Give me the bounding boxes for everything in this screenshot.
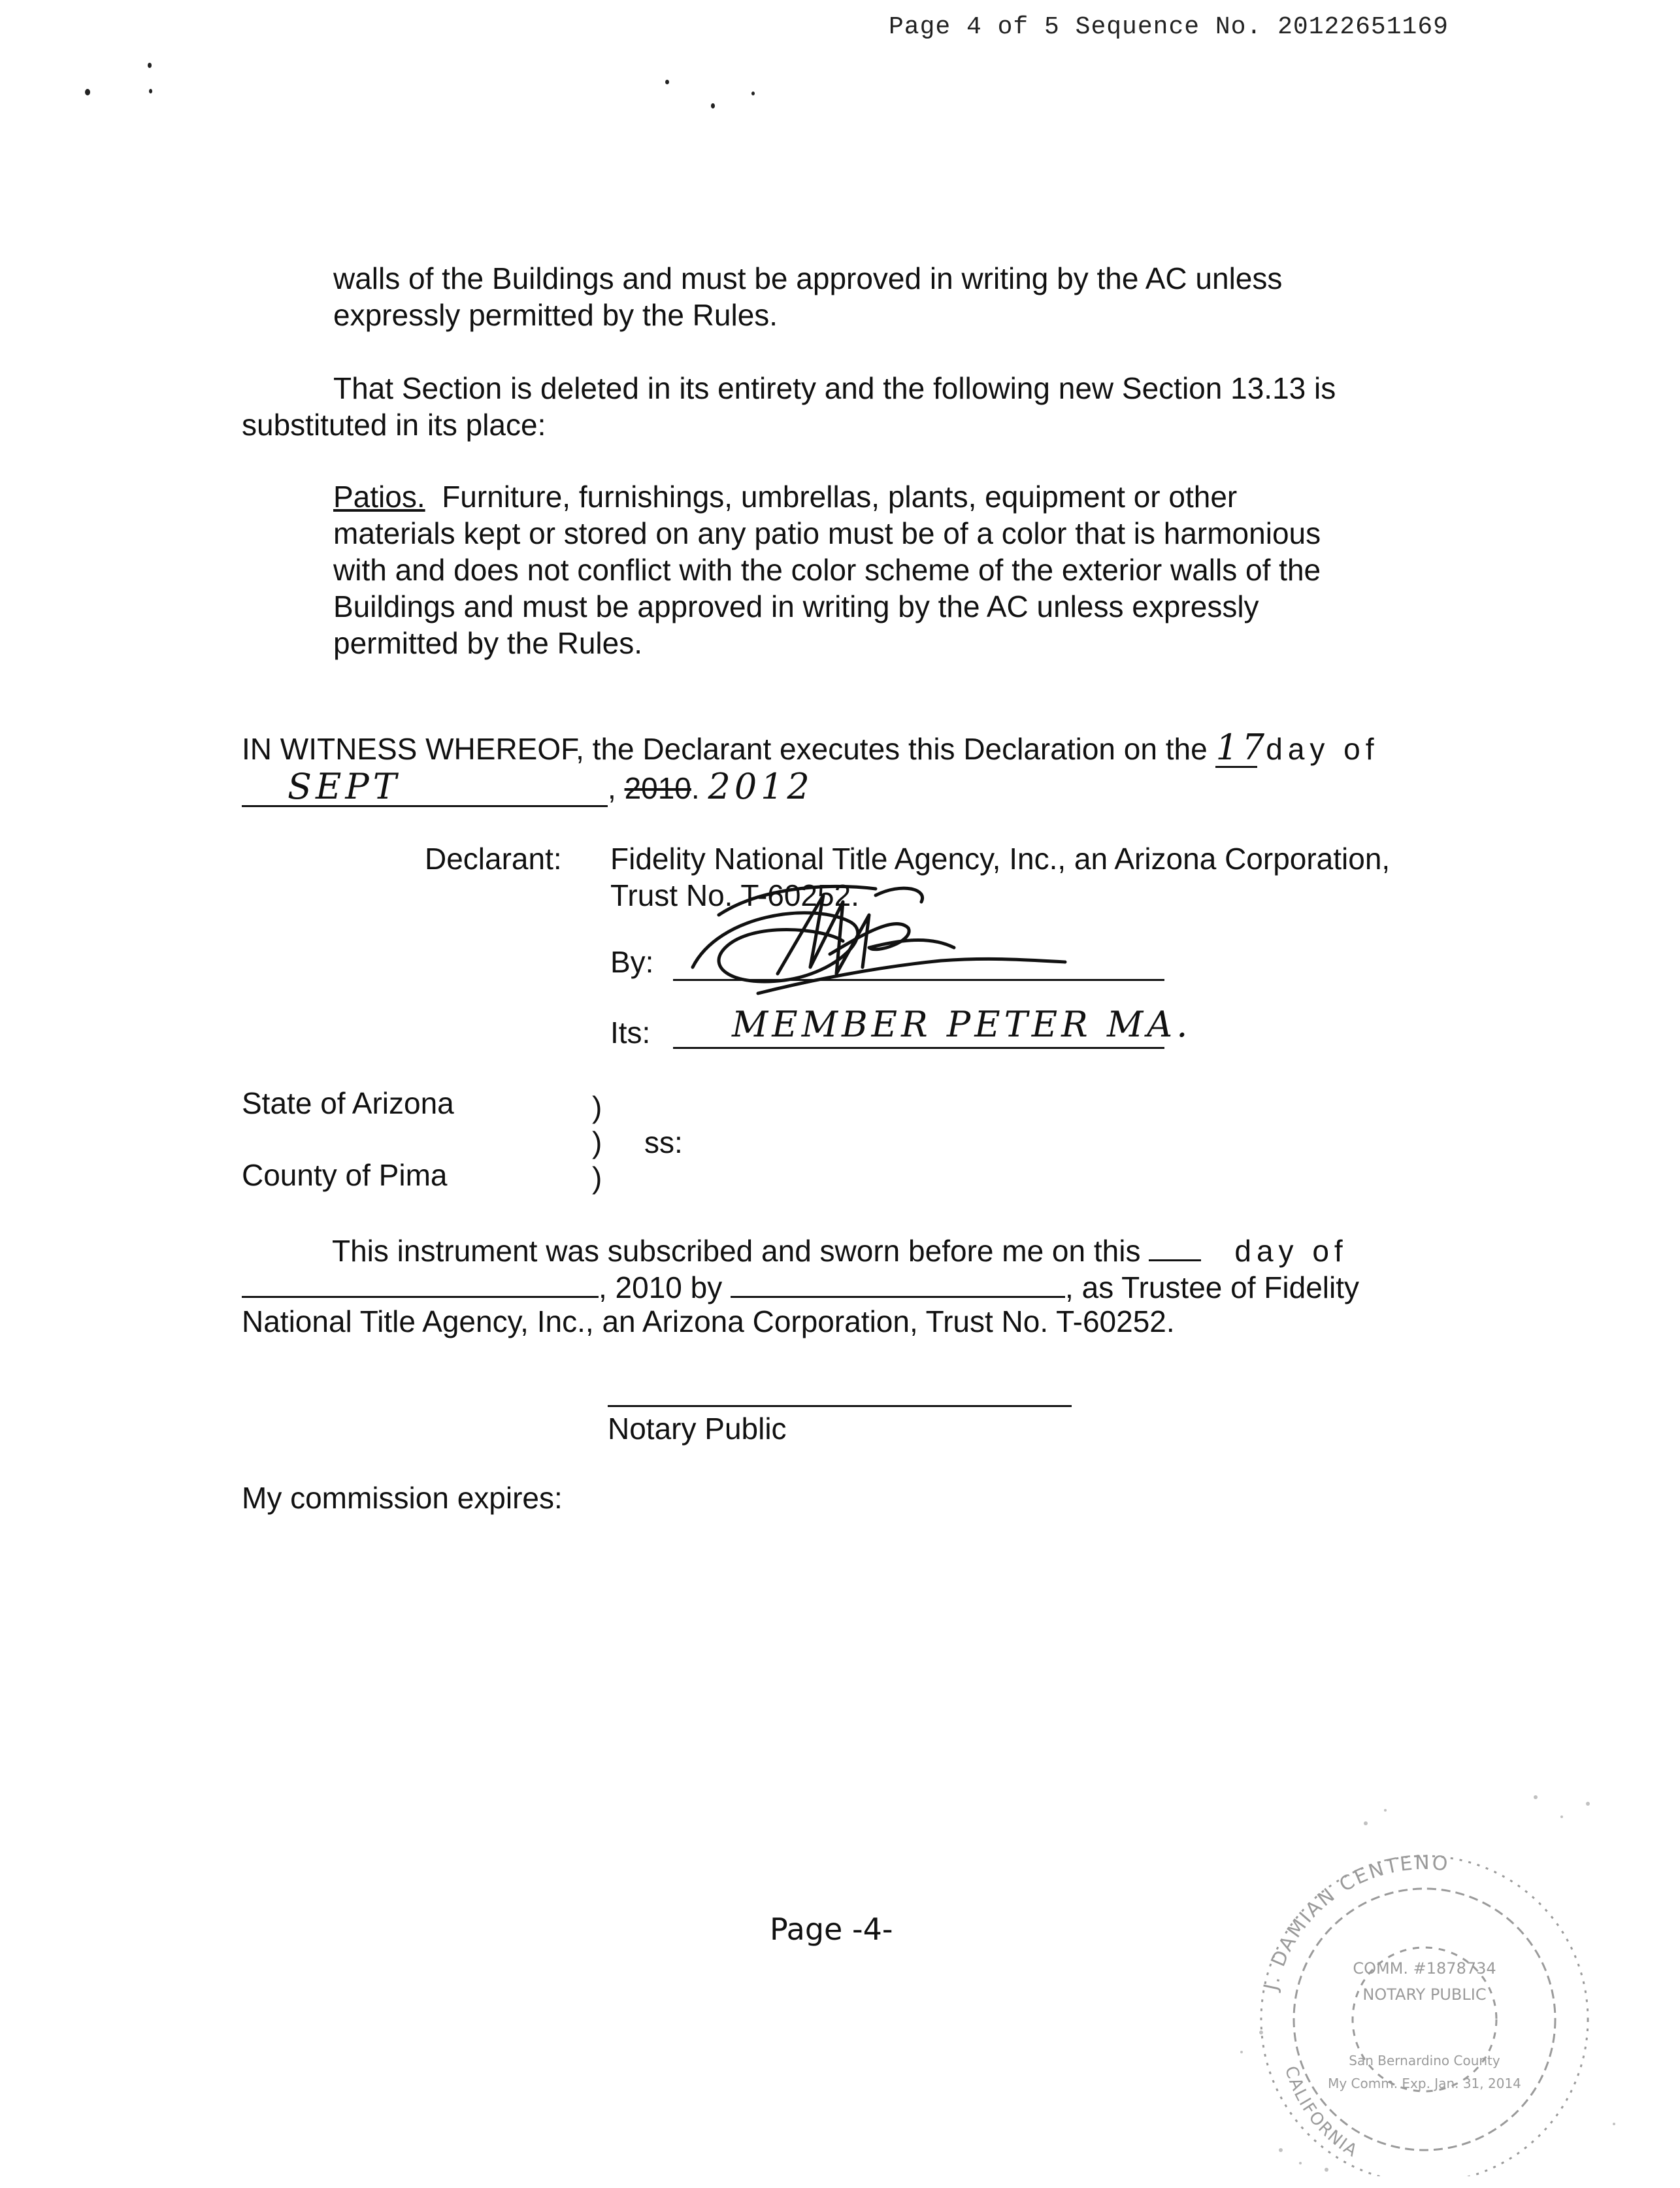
text-segment: , as Trustee of Fidelity [1065,1270,1360,1304]
notary-line-1 [332,1233,1456,1269]
blank-name [731,1296,1065,1298]
notary-line-3: National Title Agency, Inc., an Arizona Corporation, Trust No. T-60252. [242,1304,1175,1338]
by-label: By: [610,945,654,979]
ss-label: ss: [644,1125,683,1159]
text-line: Buildings and must be approved in writing by the AC unless expressly [333,589,1259,623]
scan-speck [85,89,90,95]
text-line: materials kept or stored on any patio must be of a color that is harmonious [333,516,1321,550]
its-label: Its: [610,1016,651,1050]
notary-line-2 [242,1269,1470,1306]
text-line: Trust No. T-60252. [610,878,859,912]
text-line: walls of the Buildings and must be approved in writing by the AC unless [333,261,1283,295]
text-line: Fidelity National Title Agency, Inc., an Arizona Corporation, [610,842,1391,876]
venue-paren: ) [592,1161,602,1195]
witness-clause [242,729,1444,768]
venue-paren: ) [592,1090,602,1124]
text-line: expressly permitted by the Rules. [333,298,778,332]
its-handwritten: MEMBER PETER MA. [732,1004,1192,1045]
text-line: with and does not conflict with the color scheme of the exterior walls of the [333,553,1321,587]
scan-speck [751,91,755,95]
seal-top-text: J. DAMIAN CENTENO [1259,1851,1451,1993]
scan-speck [149,89,152,93]
blank-date [242,1296,599,1298]
page-number: Page -4- [770,1912,893,1947]
text-line: That Section is deleted in its entirety and the following new Section 13.13 is [333,371,1336,405]
seal-bottom-text: CALIFORNIA [1280,2064,1362,2162]
seal-commission: COMM. #1878734 [1353,1959,1496,1978]
patios-heading: Patios. [333,480,425,514]
state-label: State of Arizona [242,1086,454,1120]
seal-title: NOTARY PUBLIC [1362,1985,1487,2004]
text-segment: , 2010 by [599,1270,723,1304]
notary-seal-icon [1170,1758,1653,2176]
notary-public-label: Notary Public [608,1412,787,1446]
day-handwritten: 17 [1215,727,1269,768]
day-of-text: day of [1266,732,1379,766]
county-label: County of Pima [242,1158,448,1192]
scan-speck [711,103,715,108]
year-handwritten: 2012 [708,766,814,807]
commission-label: My commission expires: [242,1481,563,1515]
witness-date-line: SEPT , 2010. 2012 [242,769,895,807]
seal-county: San Bernardino County [1349,2053,1500,2068]
scan-speck [148,63,152,68]
page-sequence-header: Page 4 of 5 Sequence No. 20122651169 [889,13,1449,41]
text-line: permitted by the Rules. [333,626,643,660]
text-line: This instrument was subscribed and sworn before me on this [332,1234,1141,1268]
day-of-text: day of [1234,1234,1348,1268]
text-line [333,478,1353,515]
month-handwritten: SEPT [242,769,608,807]
witness-text: IN WITNESS WHEREOF, the Declarant executes this Declaration on the [242,732,1208,766]
venue-paren: ) [592,1125,602,1159]
patios-text: Furniture, furnishings, umbrellas, plants, equipment or other [442,480,1238,514]
year-struck: 2010 [624,771,691,805]
notary-signature-line [608,1405,1072,1407]
patios-section [333,478,1353,661]
blank-day [1149,1259,1201,1261]
signature-icon [680,876,1085,1006]
paragraph-section-deleted [242,370,1444,443]
seal-expires: My Comm. Exp. Jan. 31, 2014 [1328,2076,1521,2091]
declarant-label: Declarant: [425,842,562,876]
paragraph-walls [333,260,1353,333]
text-line: substituted in its place: [242,408,546,442]
scan-speck [665,80,669,84]
